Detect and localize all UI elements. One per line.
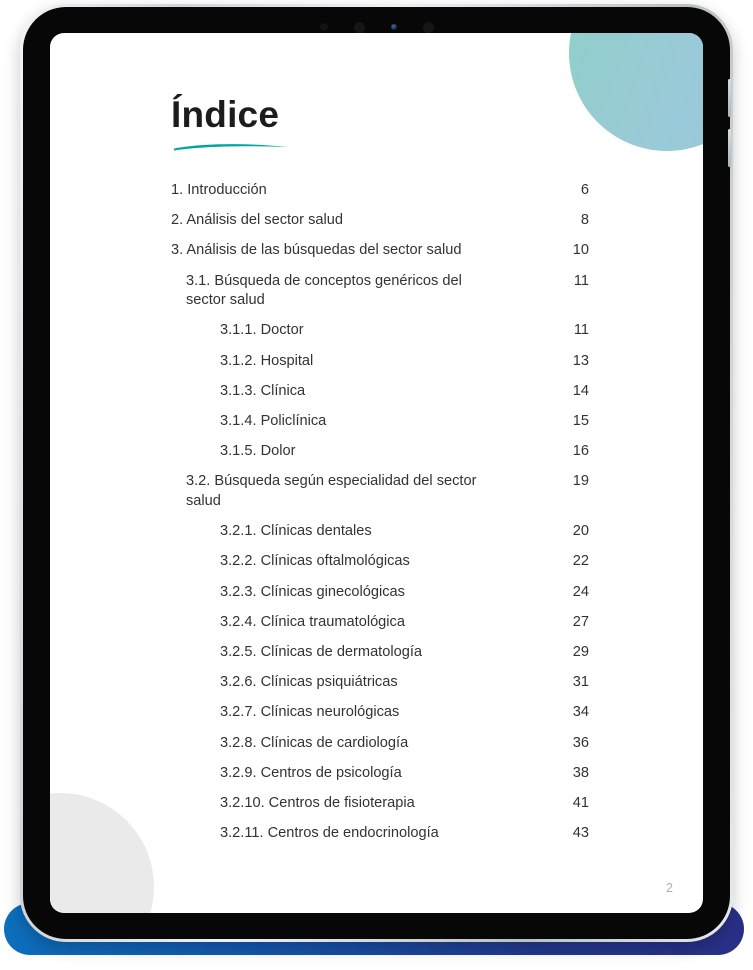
toc-entry-page-number: 6 (580, 182, 589, 198)
proximity-sensor-icon (320, 23, 328, 31)
toc-entry-label: 3.2.5. Clínicas de dermatología (220, 644, 422, 660)
sensor-cluster (23, 20, 730, 34)
tablet-device (20, 4, 733, 942)
toc-entry[interactable] (171, 382, 589, 402)
toc-entry[interactable] (171, 613, 589, 633)
page-number-footer: 2 (666, 881, 673, 895)
toc-entry-page-number: 36 (572, 734, 589, 751)
toc-entry-page-number: 10 (572, 242, 589, 259)
toc-entry-label: 3.1.5. Dolor (220, 443, 296, 460)
toc-entry[interactable] (171, 241, 589, 261)
volume-up-button[interactable] (728, 79, 731, 117)
toc-entry[interactable] (171, 583, 589, 603)
tablet-screen[interactable] (50, 33, 703, 913)
toc-entry-page-number: 20 (572, 523, 589, 540)
table-of-contents (171, 181, 589, 854)
volume-down-button[interactable] (728, 129, 731, 167)
toc-entry-page-number: 43 (572, 825, 589, 842)
toc-entry-page-number: 27 (572, 613, 589, 630)
toc-entry-page-number: 38 (572, 764, 589, 781)
toc-entry[interactable] (171, 211, 589, 231)
microphone-icon (423, 22, 434, 33)
toc-entry-label: 3.2.3. Clínicas ginecológicas (220, 583, 405, 600)
toc-entry-label: 3.1.2. Hospital (220, 352, 314, 369)
toc-entry-label: 3.2.10. Centros de fisioterapia (220, 794, 415, 811)
toc-entry-label: 3.2.4. Clínica traumatológica (220, 613, 405, 630)
toc-entry-label: 3.1.1. Doctor (220, 322, 304, 339)
toc-entry[interactable] (171, 824, 589, 844)
document-page (50, 33, 703, 913)
front-camera-icon (391, 24, 397, 30)
toc-entry-page-number: 15 (572, 413, 589, 429)
tablet-bezel (23, 7, 730, 939)
toc-entry-page-number: 31 (572, 674, 589, 691)
page-title-block (171, 95, 290, 152)
toc-entry[interactable] (171, 442, 589, 462)
toc-entry[interactable] (171, 472, 589, 511)
toc-entry-page-number: 11 (573, 322, 589, 339)
toc-entry-label: 3.2.11. Centros de endocrinología (220, 825, 439, 842)
toc-entry-page-number: 8 (580, 212, 589, 229)
toc-entry[interactable] (171, 181, 589, 201)
toc-entry-label: 3.1. Búsqueda de conceptos genéricos del sector salud (186, 272, 462, 309)
toc-entry-label: 3.2.2. Clínicas oftalmológicas (220, 553, 410, 570)
toc-entry-label: 3. Análisis de las búsquedas del sector salud (171, 242, 462, 259)
toc-entry-label: 3.2.1. Clínicas dentales (220, 523, 372, 540)
toc-entry[interactable] (171, 794, 589, 814)
toc-entry[interactable] (171, 764, 589, 784)
toc-entry[interactable] (171, 352, 589, 372)
toc-entry[interactable] (171, 321, 589, 341)
toc-entry[interactable] (171, 703, 589, 723)
toc-entry-label: 3.1.3. Clínica (220, 382, 306, 399)
toc-entry-label: 3.2.6. Clínicas psiquiátricas (220, 674, 398, 691)
toc-entry-page-number: 22 (572, 553, 589, 570)
toc-entry[interactable] (171, 552, 589, 572)
toc-entry-page-number: 34 (572, 704, 589, 721)
toc-entry[interactable] (171, 673, 589, 693)
decorative-circle-top-right (569, 33, 703, 151)
toc-entry-page-number: 41 (572, 794, 589, 811)
title-underline-brushstroke (172, 140, 290, 152)
toc-entry-label: 3.2.9. Centros de psicología (220, 764, 402, 781)
ambient-light-sensor-icon (354, 22, 365, 33)
toc-entry-label: 1. Introducción (171, 182, 267, 198)
toc-entry-label: 3.2. Búsqueda según especialidad del sector salud (186, 473, 477, 510)
page-title: Índice (171, 94, 280, 135)
toc-entry[interactable] (171, 412, 589, 432)
decorative-circle-bottom-left (50, 793, 154, 913)
toc-entry-page-number: 13 (572, 352, 589, 369)
toc-entry-page-number: 29 (572, 644, 589, 660)
toc-entry[interactable] (171, 522, 589, 542)
toc-entry-label: 3.2.8. Clínicas de cardiología (220, 734, 409, 751)
toc-entry-label: 2. Análisis del sector salud (171, 212, 343, 229)
toc-entry-page-number: 16 (572, 443, 589, 460)
toc-entry-page-number: 24 (572, 583, 589, 600)
toc-entry-label: 3.2.7. Clínicas neurológicas (220, 704, 400, 721)
toc-entry[interactable] (171, 734, 589, 754)
toc-entry-label: 3.1.4. Policlínica (220, 413, 327, 429)
toc-entry-page-number: 19 (572, 473, 589, 490)
toc-entry-page-number: 14 (572, 382, 589, 399)
toc-entry[interactable] (171, 643, 589, 663)
toc-entry[interactable] (171, 272, 589, 311)
toc-entry-page-number: 11 (573, 272, 589, 289)
